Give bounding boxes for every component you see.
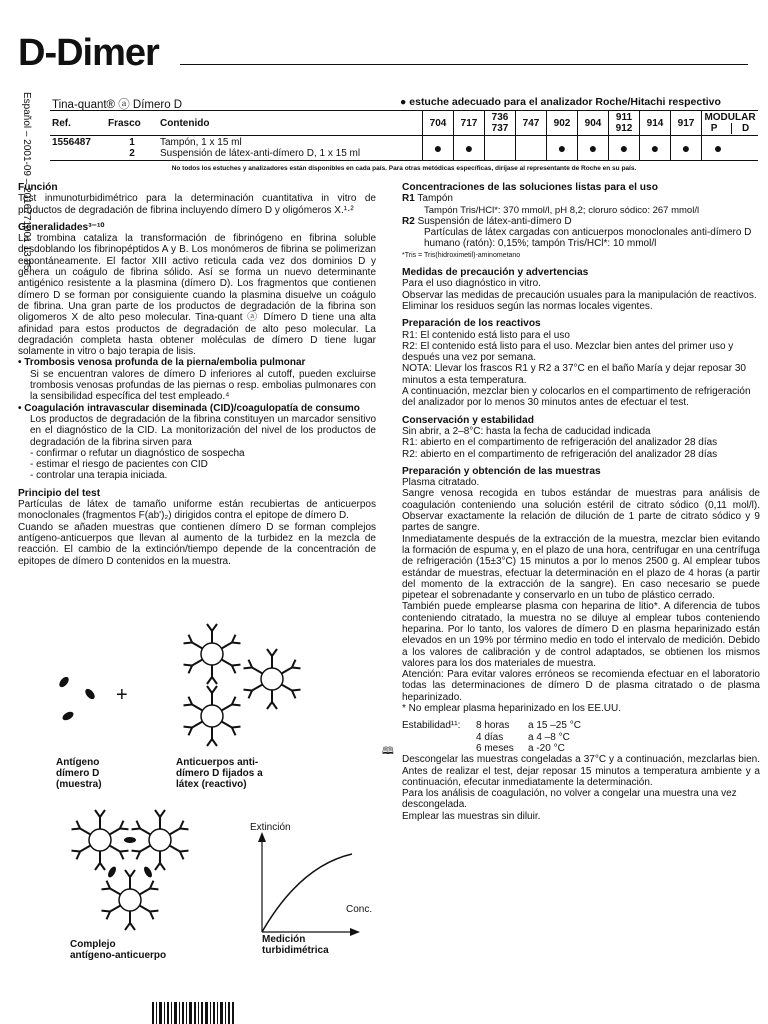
- medidas-text-3: Eliminar los residuos según las normas locales vigentes.: [402, 300, 653, 312]
- muestras-text-2: Sangre venosa recogida en tubos estándar de muestras para análisis de coagulación conteniendo una solución estéril de citrato sódico (0,11 mol/l). Observar exactamente la relación de dilución de 1 parte de citrato sódico y 9 partes de sangre.: [402, 488, 760, 534]
- left-column: [18, 182, 376, 567]
- muestras-text-7: Descongelar las muestras congeladas a 37°C y a continuación, mezclarlas bien. Antes de realizar el test, dejar reposar 15 minutos a temperatura ambiente y a continuación, efecutar inmediatamente la determinación.: [402, 754, 760, 788]
- section-generalidades-text: La trombina cataliza la transformación de fibrinógeno en fibrina soluble desdoblando los fibrinopéptidos A y B. Los monómeros de fibrina se polimerizan espontáneamente. El factor XIII activo reticula cada vez dos dominios D y genera un coágulo de fibrina sólido. Así se forma un nuevo determinante antigénico resistente a la plasmina (dímero D). Los fragmentos que contienen dímero D se forman por consiguiente cuando la plasmina disuelve un coágulo de fibrina. Una gran parte de los productos de degradación de la fibrina son oligomeros X de alto peso molecular. Tina-quant ⓐ Dímero D tiene una alta afinidad para estos productos de degradación de alto peso molecular. La degradación completa hasta obtener moléculas de dímero D tiene lugar solamente in vitro o bajo terapia de lisis.: [18, 233, 376, 358]
- instrument-736: 736 737: [485, 111, 516, 136]
- muestras-text-9: Emplear las muestras sin diluir.: [402, 810, 541, 822]
- muestras-text-3: Inmediatamente después de la extracción de la muestra, mezclar bien evitando la formación de espuma y, en el plazo de una hora, centrifugar en una centrífuga de refrigeración (15±3°C) 15 minutos a por lo menos 2500 g. Al emplear tubos estándar de muestras, efectuar la determinación en el plazo de 4 horas (a partir del momento de la extracción de la sangre). En caso necesario se puede pipetear el sobrenadante y conservarlo en un tubo de plástico cerrado.: [402, 533, 760, 602]
- section-principio-heading: Principio del test: [18, 487, 101, 499]
- tris-note: *Tris = Tris(hidroximetil)-aminometano: [402, 251, 521, 259]
- instrument-747: 747: [516, 111, 547, 136]
- dash-item: - controlar una terapia iniciada.: [30, 470, 168, 482]
- table-row: [50, 136, 758, 161]
- mark-904: ●: [578, 136, 609, 161]
- latex-beads: [184, 624, 301, 746]
- bullet-trombosis-heading: • Trombosis venosa profunda de la pierna/embolia pulmonar: [18, 357, 306, 369]
- medidas-text-1: Para el uso diagnóstico in vitro.: [402, 278, 541, 290]
- mark-modular-p: ●: [713, 140, 723, 156]
- instrument-902: 902: [547, 111, 578, 136]
- muestras-text-6: * No emplear plasma heparinizado en los EE.UU.: [402, 703, 621, 715]
- mark-917: ●: [671, 136, 702, 161]
- complex-beads: [72, 810, 189, 930]
- label-antibody: Anticuerpos anti- dímero D fijados a látex (reactivo): [176, 757, 263, 790]
- mark-717: ●: [454, 136, 485, 161]
- prep-text-1: R1: El contenido está listo para el uso: [402, 329, 570, 341]
- prep-nota: NOTA: Llevar los frascos R1 y R2 a 37°C en el baño María y dejar reposar 30 minutos a esta temperatura.: [402, 363, 746, 386]
- section-principio-text-2: Cuando se añaden muestras que contienen dímero D se forman complejos antígeno-anticuerpos que llevan al aumento de la turbidez en la mezcla de reacción. El cambio de la extinción/tiempo depende de la concentración de epitopes de dímero D contenidos en la muestra.: [18, 521, 376, 567]
- r2-text: Suspensión de látex-anti-dímero D: [417, 215, 572, 227]
- contenido-2: Suspensión de látex-anti-dímero D, 1 x 15 ml: [160, 148, 361, 159]
- instrument-917: 917: [671, 111, 702, 136]
- axis-x-label: Conc.: [346, 904, 373, 915]
- axis-y-label: Extinción: [250, 822, 291, 833]
- r1-detail: Tampón Tris/HCl*: 370 mmol/l, pH 8,2; cloruro sódico: 267 mmol/l: [424, 204, 700, 216]
- header-contenido: Contenido: [160, 117, 210, 129]
- bullet-cid-text: Los productos de degradación de la fibrina constituyen un marcador sensitivo en el diagnóstico de la CID. La monitorización del nivel de los productos de degradación de la fibrina sirven para: [30, 413, 376, 448]
- mark-704: ●: [423, 136, 454, 161]
- product-table: [50, 110, 758, 161]
- principle-diagram: [0, 604, 400, 1024]
- mark-911: ●: [609, 136, 640, 161]
- muestras-text-8: Para los análisis de coagulación, no volver a congelar una muestra una vez descongelada.: [402, 788, 737, 811]
- frasco-1: 1: [129, 137, 135, 148]
- section-funcion-text: Test inmunoturbidimétrico para la determinación cuantitativa in vitro de productos de degradación de fibrina incluyendo dímero D y oligómeros X.¹·²: [18, 193, 376, 216]
- product-name: Tina-quant® ⓐ Dímero D: [52, 99, 183, 111]
- r2-label: R2: [402, 215, 415, 227]
- medidas-text-2: Observar las medidas de precaución usuales para la manipulación de reactivos.: [402, 289, 757, 301]
- table-footnote: No todos los estuches y analizadores están disponibles en cada país. Para otras metódicas específicas, diríjase al representante de Roche en su país.: [171, 165, 637, 172]
- section-prep-heading: Preparación de los reactivos: [402, 318, 541, 330]
- section-conc-heading: Concentraciones de las soluciones listas para el uso: [402, 182, 658, 193]
- section-cons-heading: Conservación y estabilidad: [402, 414, 534, 426]
- cons-text-3: R2: abierto en el compartimento de refrigeración del analizador 28 días: [402, 448, 718, 460]
- section-medidas-heading: Medidas de precaución y advertencias: [402, 267, 589, 279]
- stability-table: Estabilidad¹¹: 8 horas a 15 –25 °C 4 días a 4 –8 °C 6 meses a -20 °C: [402, 720, 581, 754]
- prep-text-2: R2: El contenido está listo para el uso. Mezclar bien antes del primer uso y después una vez por semana.: [402, 340, 734, 364]
- r1-text: Tampón: [417, 193, 453, 205]
- label-complex: Complejo antígeno-anticuerpo: [70, 939, 167, 961]
- label-antigen: Antígeno dímero D (muestra): [56, 757, 102, 790]
- r1-label: R1: [402, 193, 415, 205]
- bullet-cid-heading: • Coagulación intravascular diseminada (CID)/coagulopatía de consumo: [18, 402, 360, 414]
- header-ref: Ref.: [52, 117, 71, 129]
- cons-text-1: Sin abrir, a 2–8°C: hasta la fecha de caducidad indicada: [402, 425, 651, 437]
- mark-747: [516, 136, 547, 161]
- contenido-1: Tampón, 1 x 15 ml: [160, 137, 242, 148]
- instrument-914: 914: [640, 111, 671, 136]
- suitability-note: ● estuche adecuado para el analizador Roche/Hitachi respectivo: [400, 96, 721, 108]
- antigen-particles: [57, 675, 96, 722]
- turbidimetry-graph: [258, 832, 360, 936]
- instrument-911: 911 912: [609, 111, 640, 136]
- instrument-904: 904: [578, 111, 609, 136]
- muestras-text-5: Atención: Para evitar valores erróneos se recomienda efectuar en el laboratorio todas las determinaciones de dímero D de plasma citratado o de plasma heparinizado.: [402, 669, 760, 703]
- muestras-text-1: Plasma citratado.: [402, 477, 480, 489]
- frasco-2: 2: [129, 148, 135, 159]
- book-icon: 🕮: [382, 746, 394, 757]
- instrument-717: 717: [454, 111, 485, 136]
- page-title: D-Dimer: [18, 32, 159, 74]
- right-column: [402, 182, 760, 822]
- r2-detail: Partículas de látex cargadas con anticuerpos monoclonales anti-dímero D humano (ratón): 0,15%; tampón Tris/HCl*: 10 mmol/l: [424, 227, 752, 250]
- mark-914: ●: [640, 136, 671, 161]
- cons-text-2: R1: abierto en el compartimento de refrigeración del analizador 28 días: [402, 437, 718, 449]
- muestras-text-4: También puede emplearse plasma con heparina de litio*. A diferencia de tubos conteniendo citratado, la muestra no se diluye al emplear tubos conteniendo heparina. Por lo tanto, los valores de dímero D en plasma heparinizado están elevados en un 19% por término medio en todo el intervalo de medición. Debido a los valores de calibración y de control adaptados, se obtienen los mismos valores para los dos materiales de muestra.: [402, 601, 760, 669]
- mark-902: ●: [547, 136, 578, 161]
- header-frasco: Frasco: [108, 117, 141, 129]
- stability-label: Estabilidad¹¹:: [402, 720, 461, 732]
- label-measure: Medición turbidimétrica: [262, 934, 329, 956]
- side-text: Español – 2001-09 – 2016771001 13 05: [21, 92, 32, 271]
- section-generalidades-heading: Generalidades³⁻¹⁰: [18, 221, 105, 233]
- prep-text-3: A continuación, mezclar bien y colocarlos en el compartimento de refrigeración del analizador por lo menos 30 minutos antes de efectuar el test.: [402, 386, 751, 409]
- barcode: [152, 1002, 236, 1024]
- ref-number: 1556487: [52, 137, 91, 148]
- instrument-modular: MODULAR P D: [702, 111, 759, 136]
- title-rule: [180, 64, 748, 65]
- instrument-704: 704: [423, 111, 454, 136]
- section-funcion-heading: Función: [18, 182, 58, 193]
- dash-item: - estimar el riesgo de pacientes con CID: [30, 459, 208, 471]
- mark-736: [485, 136, 516, 161]
- bullet-trombosis-text: Si se encuentran valores de dímero D inferiores al cutoff, pueden excluirse trombosis venosas profundas de las piernas o resp. embolias pulmonares con la sensibilidad específica del test empleado.⁴: [30, 368, 376, 403]
- section-principio-text-1: Partículas de látex de tamaño uniforme están recubiertas de anticuerpos monoclonales (fragmentos F(ab')₂) dirigidos contra el epitope de dímero D.: [18, 499, 376, 522]
- dash-item: - confirmar o refutar un diagnóstico de sospecha: [30, 447, 245, 459]
- plus-sign: +: [116, 684, 128, 706]
- section-muestras-heading: Preparación y obtención de las muestras: [402, 465, 601, 477]
